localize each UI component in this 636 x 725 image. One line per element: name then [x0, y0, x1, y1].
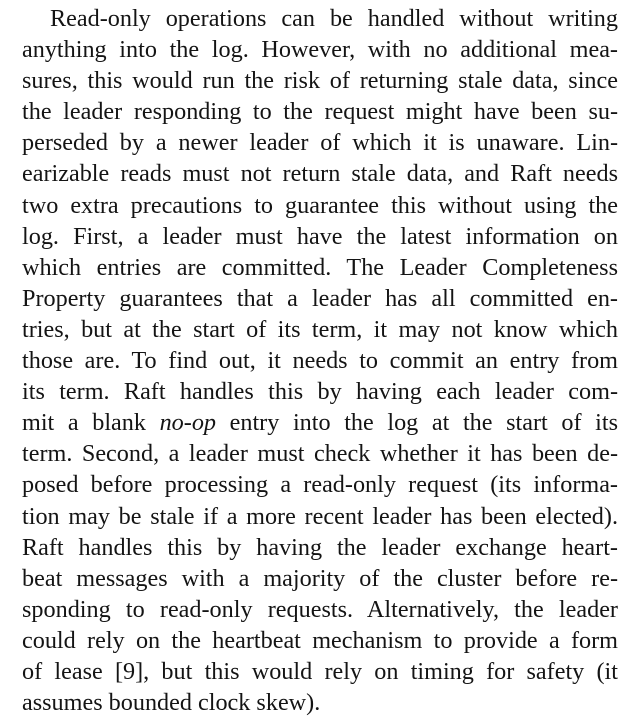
text-line-20: sponding to read-only requests. Alternatively, the leader — [22, 595, 618, 623]
text-line-21: could rely on the heartbeat mechanism to provide a form — [22, 626, 618, 654]
text-line-2: anything into the log. However, with no additional mea- — [22, 36, 618, 64]
text-line-14-before: mit a blank — [22, 409, 160, 437]
no-op-emphasis: no-op — [159, 409, 217, 437]
text-line-19: beat messages with a majority of the cluster before re- — [22, 564, 618, 592]
text-line-6: earizable reads must not return stale data, and Raft needs — [22, 160, 618, 188]
text-line-16: posed before processing a read-only request (its informa- — [22, 471, 618, 499]
text-line-3: sures, this would run the risk of returning stale data, since — [22, 67, 618, 95]
text-line-13: its term. Raft handles this by having each leader com- — [22, 378, 618, 406]
text-line-12: those are. To find out, it needs to commit an entry from — [22, 347, 618, 375]
text-line-5: perseded by a newer leader of which it is unaware. Lin- — [22, 129, 618, 157]
text-line-17: tion may be stale if a more recent leader has been elected). — [22, 502, 618, 530]
text-line-8: log. First, a leader must have the latest information on — [22, 222, 618, 250]
body-paragraph — [22, 3, 618, 718]
text-line-23: assumes bounded clock skew). — [22, 689, 321, 717]
text-line-4: the leader responding to the request might have been su- — [22, 98, 618, 126]
text-line-10: Property guarantees that a leader has all committed en- — [22, 284, 618, 312]
text-line-11: tries, but at the start of its term, it may not know which — [22, 315, 618, 343]
text-line-7: two extra precautions to guarantee this without using the — [22, 191, 618, 219]
text-line-9: which entries are committed. The Leader Completeness — [22, 253, 618, 281]
text-line-18: Raft handles this by having the leader exchange heart- — [22, 533, 618, 561]
text-line-22: of lease [9], but this would rely on timing for safety (it — [22, 657, 618, 685]
text-line-1: Read-only operations can be handled without writing — [50, 5, 618, 32]
text-line-15: term. Second, a leader must check whether it has been de- — [22, 440, 618, 468]
text-line-14-after: entry into the log at the start of its — [216, 409, 618, 437]
text-line-14 — [22, 407, 618, 438]
